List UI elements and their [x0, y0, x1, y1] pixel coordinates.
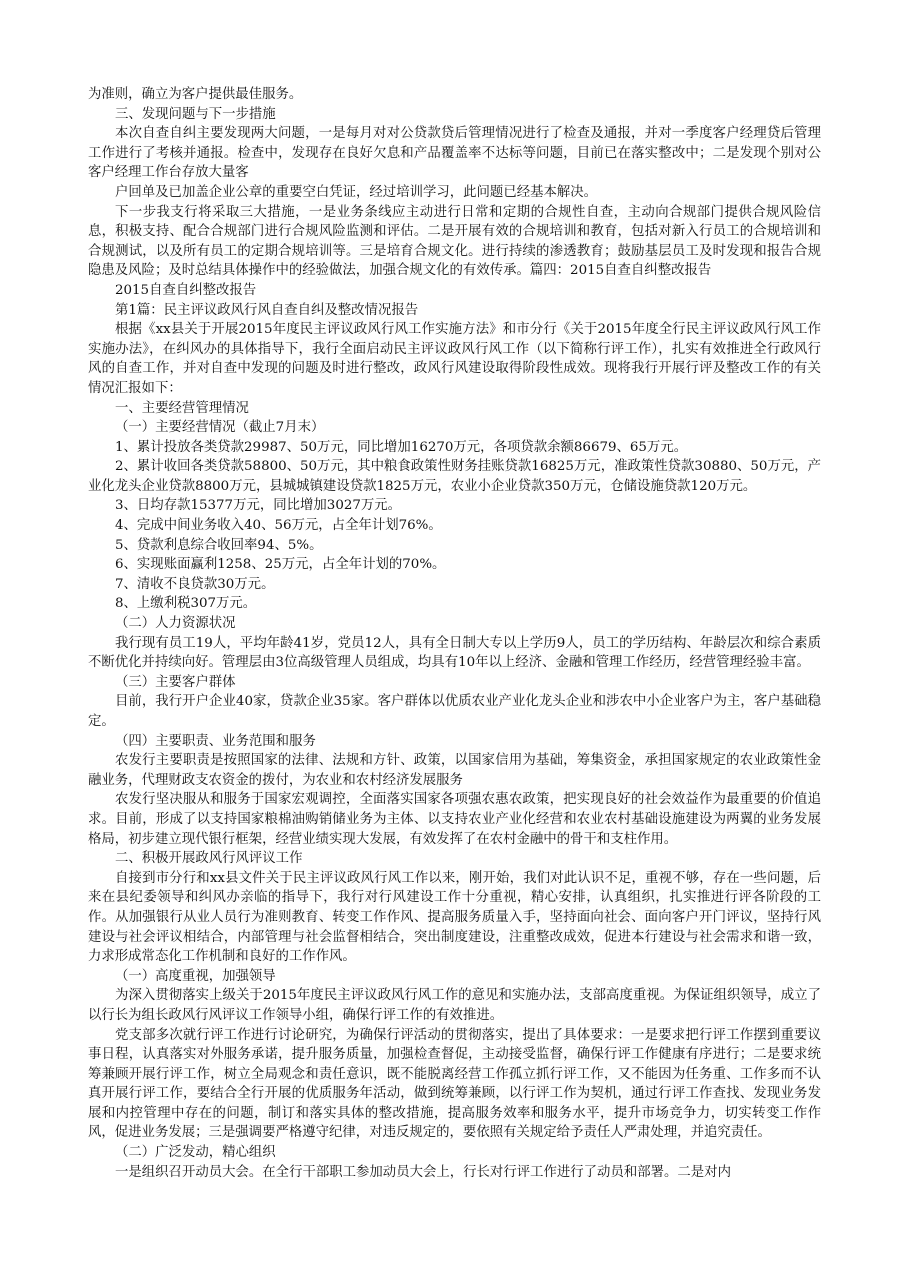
paragraph: 我行现有员工19人，平均年龄41岁，党员12人，具有全日制大专以上学历9人，员工的学历结构、年龄层次和综合素质不断优化并持续向好。管理层由3位高级管理人员组成，均具有10年以上经济、金融和管理工作经历，经营管理经验丰富。: [88, 635, 821, 671]
paragraph: 为深入贯彻落实上级关于2015年度民主评议政风行风工作的意见和实施办法，支部高度重视。为保证组织领导，成立了以行长为组长政风行风评议工作领导小组，确保行评工作的有效推进。: [88, 988, 821, 1023]
subsection-heading: （一）高度重视，加强领导: [115, 968, 276, 984]
paragraph: 党支部多次就行评工作进行讨论研究，为确保行评活动的贯彻落实，提出了具体要求：一是要求把行评工作摆到重要议事日程，认真落实对外服务承诺，提升服务质量，加强检查督促，主动接受监督，确保行评工作健康有序进行；二是要求统筹兼顾开展行评工作，树立全局观念和责任意识，既不能脱离经营工作孤立抓行评工作，又不能因为任务重、工作多而不认真开展行评工作，要结合全行开展的优质服务年活动，做到统筹兼顾，以行评工作为契机，通过行评工作查找、发现业务发展和内控管理中存在的问题，制订和落实具体的整改措施，提高服务效率和服务水平，提升市场竞争力，切实转变工作作风，促进业务发展；三是强调要严格遵守纪律，对违反规定的，要依照有关规定给予责任人严肃处理，并追究责任。: [88, 1027, 821, 1141]
paragraph: 自接到市分行和xx县文件关于民主评议政风行风工作以来，刚开始，我们对此认识不足，重视不够，存在一些问题，后来在县纪委领导和纠风办亲临的指导下，我行对行风建设工作十分重视，精心安排，认真组织，扎实推进行评各阶段的工作。从加强银行从业人员行为准则教育、转变工作作风、提高服务质量入手，坚持面向社会、面向客户开门评议，坚持行风建设与社会评议相结合，内部管理与社会监督相结合，突出制度建设，注重整改成效，促进本行建设与社会需求和谐一致，力求形成常态化工作机制和良好的工作作风。: [88, 870, 821, 965]
subsection-heading: （四）主要职责、业务范围和服务: [115, 733, 316, 749]
list-item: 5、贷款利息综合收回率94、5%。: [115, 537, 323, 553]
subsection-heading: （一）主要经营情况（截止7月末）: [115, 420, 325, 436]
list-item: 2、累计收回各类贷款58800、50万元，其中粮食政策性财务挂账贷款16825万元，准政策性贷款30880、50万元，产业化龙头企业贷款8800万元，县城城镇建设贷款1825万元，农业小企业贷款350万元，仓储设施贷款120万元。: [88, 459, 822, 494]
list-item: 4、完成中间业务收入40、56万元，占全年计划76%。: [115, 518, 442, 534]
article-title: 第1篇：民主评议政风行风自查自纠及整改情况报告: [115, 302, 419, 318]
list-item: 6、实现账面赢利1258、25万元，占全年计划的70%。: [115, 557, 446, 573]
paragraph: 为准则，确立为客户提供最佳服务。: [88, 87, 303, 102]
paragraph: 农发行主要职责是按照国家的法律、法规和方针、政策，以国家信用为基础，筹集资金，承担国家规定的农业政策性金融业务，代理财政支农资金的拨付，为农业和农村经济发展服务: [88, 753, 821, 788]
subsection-heading: （二）广泛发动，精心组织: [115, 1145, 276, 1161]
paragraph: 根据《xx县关于开展2015年度民主评议政风行风工作实施方法》和市分行《关于2015年度全行民主评议政风行风工作实施办法》，在纠风办的具体指导下，我行全面启动民主评议政风行风工作（以下简称行评工作），扎实有效推进全行政风行风的自查工作，并对自查中发现的问题及时进行整改，政风行风建设取得阶段性成效。现将我行开展行评及整改工作的有关情况汇报如下：: [88, 322, 821, 396]
subsection-heading: （三）主要客户群体: [115, 674, 236, 690]
paragraph: 一是组织召开动员大会。在全行干部职工参加动员大会上，行长对行评工作进行了动员和部署。二是对内: [115, 1164, 731, 1180]
list-item: 1、累计投放各类贷款29987、50万元，同比增加16270万元，各项贷款余额86679、65万元。: [115, 439, 688, 455]
paragraph: 下一步我支行将采取三大措施，一是业务条线应主动进行日常和定期的合规性自查，主动向合规部门提供合规风险信息，积极支持、配合合规部门进行合规风险监测和评估。二是开展有效的合规培训和教育，包括对新入行员工的合规培训和合规测试，以及所有员工的定期合规培训等。三是培育合规文化。进行持续的渗透教育；鼓励基层员工及时发现和报告合规隐患及风险；及时总结具体操作中的经验做法，加强合规文化的有效传承。篇四：2015自查自纠整改报告: [88, 204, 821, 279]
section-heading: 二、积极开展政风行风评议工作: [115, 851, 303, 867]
paragraph: 目前，我行开户企业40家，贷款企业35家。客户群体以优质农业产业化龙头企业和涉农中小企业客户为主，客户基础稳定。: [88, 694, 821, 729]
section-heading: 一、主要经营管理情况: [115, 400, 249, 416]
report-title: 2015自查自纠整改报告: [115, 282, 257, 298]
list-item: 3、日均存款15377万元，同比增加3027万元。: [115, 498, 402, 514]
list-item: 7、清收不良贷款30万元。: [115, 576, 275, 592]
paragraph: 农发行坚决服从和服务于国家宏观调控，全面落实国家各项强农惠农政策，把实现良好的社会效益作为最重要的价值追求。目前，形成了以支持国家粮棉油购销储业务为主体、以支持农业产业化经营和农业农村基础设施建设为两翼的业务发展格局，初步建立现代银行框架，经营业绩实现大发展，有效发挥了在农村金融中的骨干和支柱作用。: [88, 792, 821, 847]
paragraph: 户回单及已加盖企业公章的重要空白凭证，经过培训学习，此问题已经基本解决。: [115, 184, 598, 200]
subsection-heading: （二）人力资源状况: [115, 616, 236, 632]
section-heading: 三、发现问题与下一步措施: [115, 106, 276, 122]
list-item: 8、上缴利税307万元。: [115, 596, 257, 612]
paragraph: 本次自查自纠主要发现两大问题，一是每月对对公贷款贷后管理情况进行了检查及通报，并对一季度客户经理贷后管理工作进行了考核并通报。检查中，发现存在良好欠息和产品覆盖率不达标等问题，目前已在落实整改中；二是发现个别对公客户经理工作台存放大量客: [88, 126, 821, 181]
